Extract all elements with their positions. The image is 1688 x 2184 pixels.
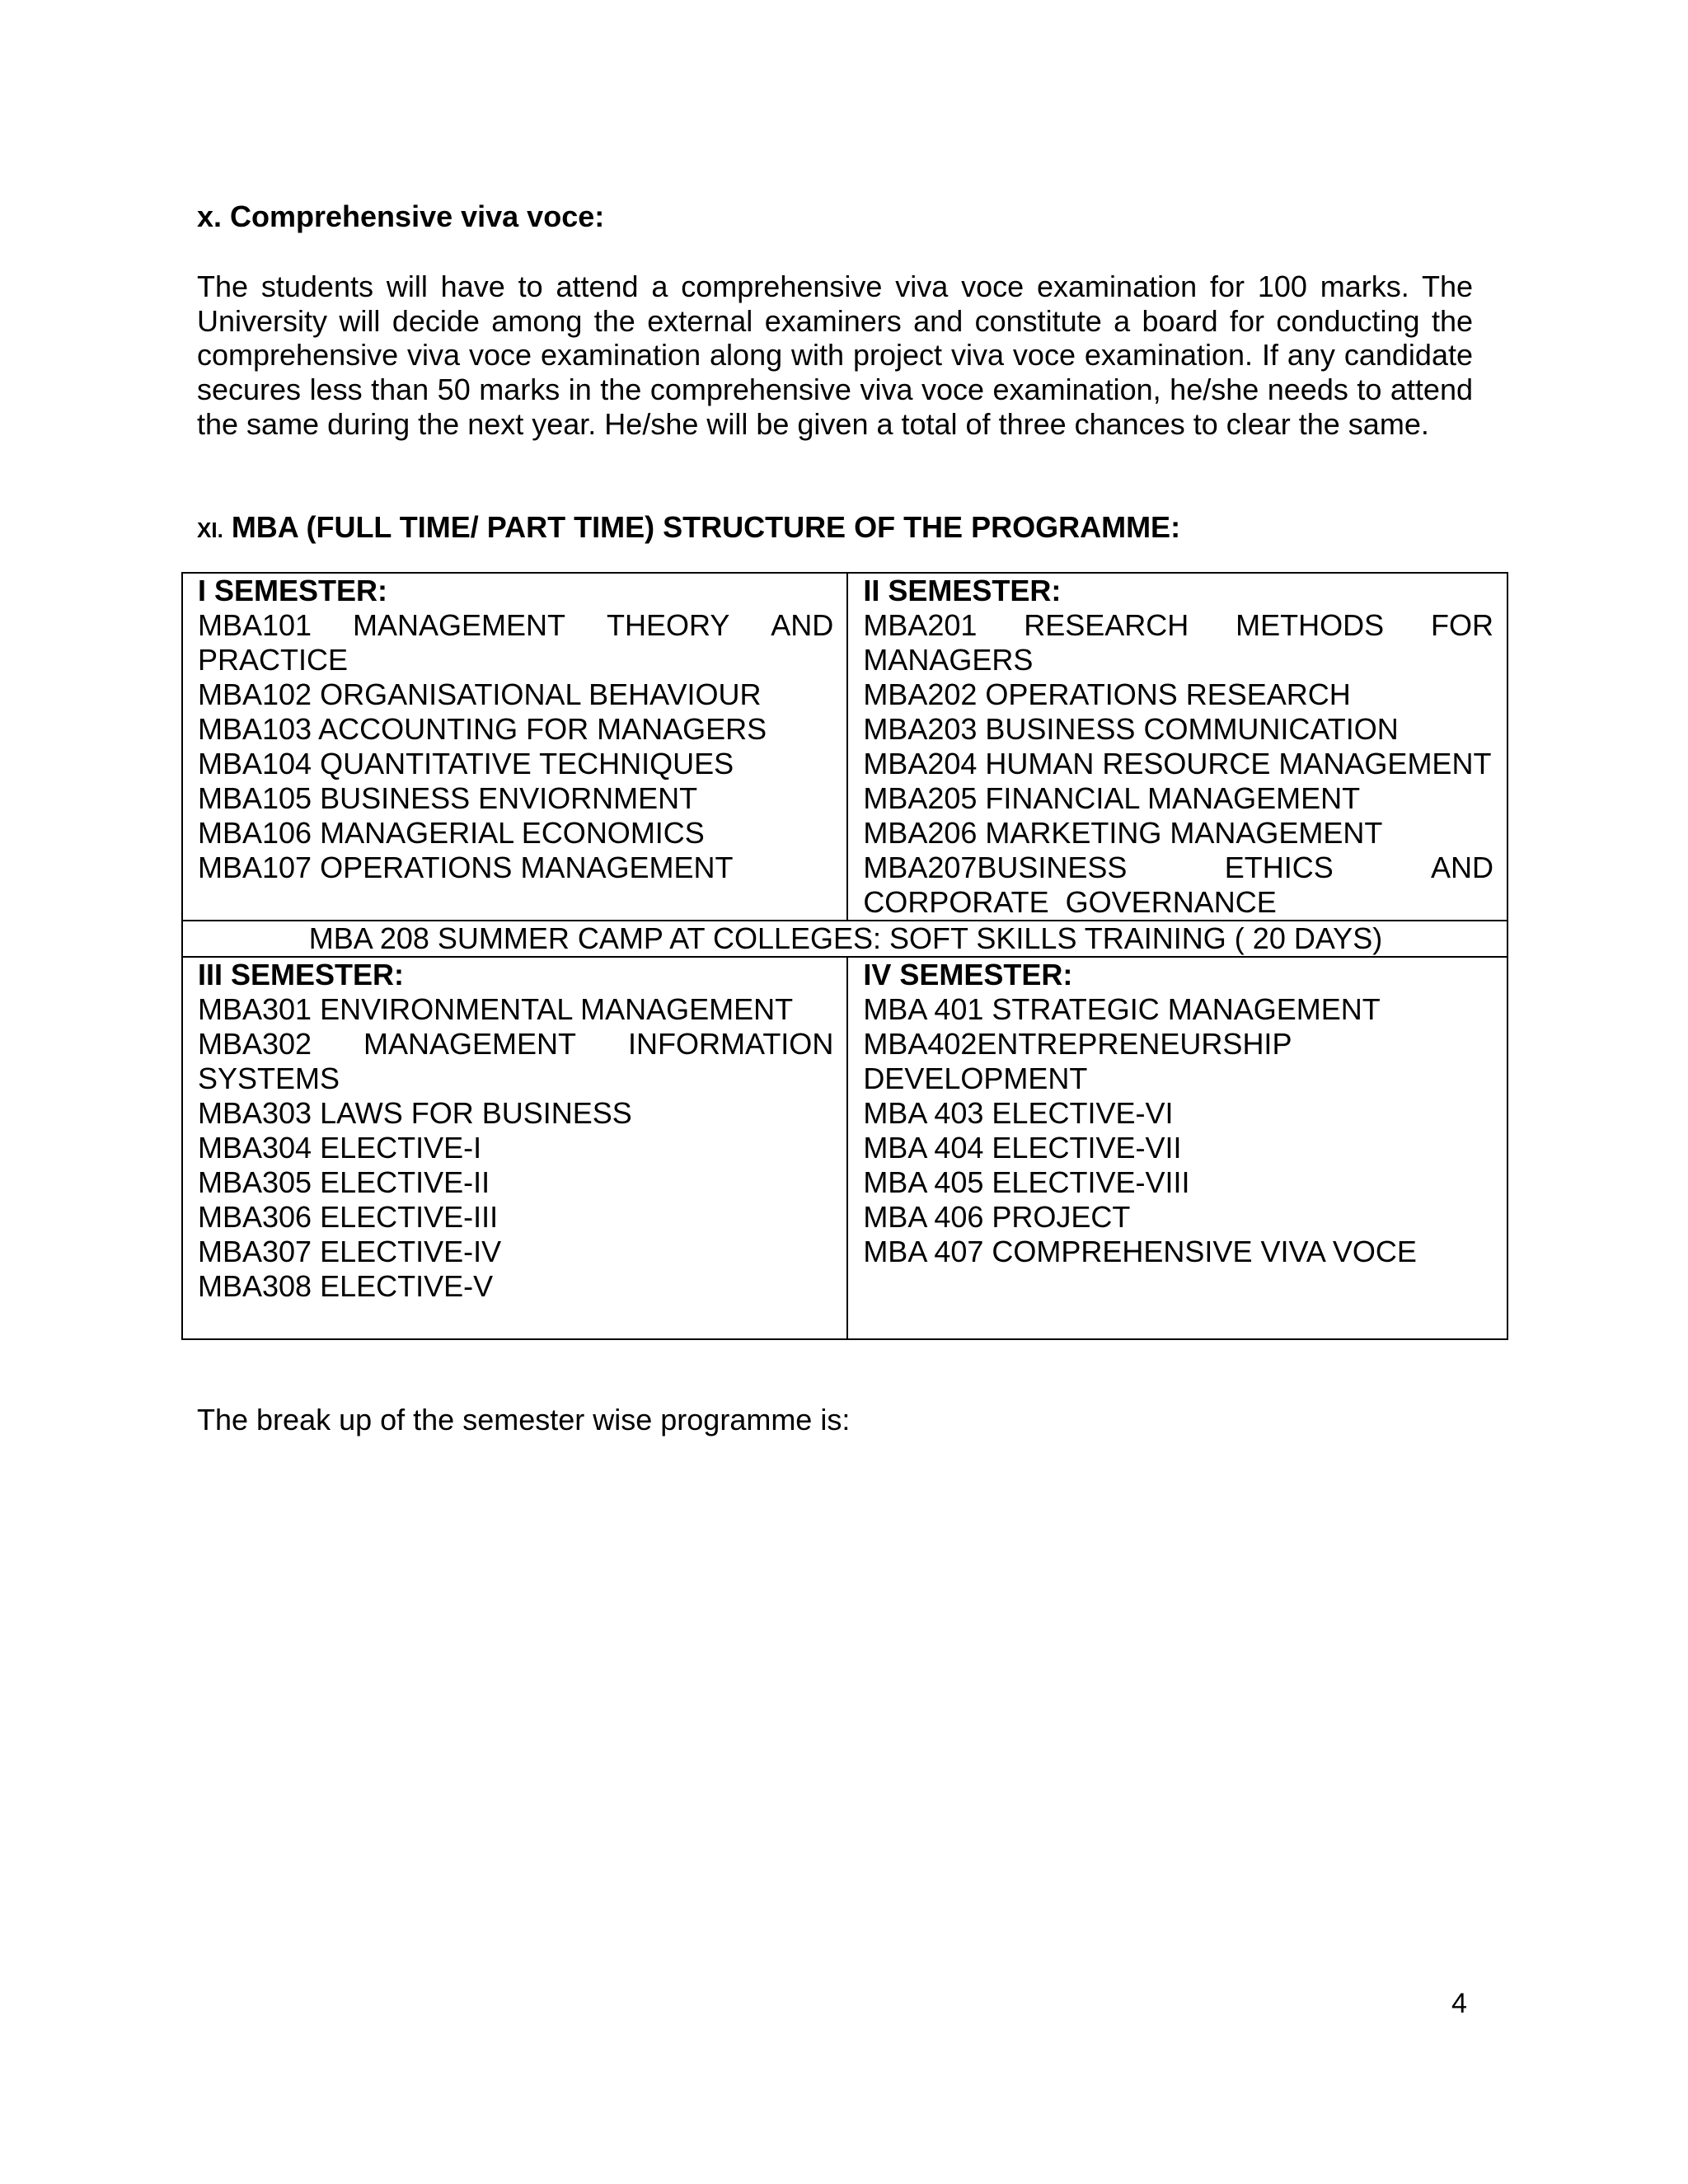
summer-camp-cell: MBA 208 SUMMER CAMP AT COLLEGES: SOFT SKILLS TRAINING ( 20 DAYS) bbox=[182, 921, 1507, 957]
course-word: MBA101 bbox=[198, 608, 312, 642]
course-mba307: MBA307 ELECTIVE-IV bbox=[198, 1235, 502, 1268]
sem1-cell bbox=[182, 573, 847, 921]
course-mba201 bbox=[863, 608, 1493, 643]
course-mba404: MBA 404 ELECTIVE-VII bbox=[863, 1131, 1182, 1165]
course-mba106: MBA106 MANAGERIAL ECONOMICS bbox=[198, 816, 705, 850]
cell-bottom-padding bbox=[198, 1304, 833, 1338]
sem3-title: III SEMESTER: bbox=[198, 958, 405, 991]
course-mba405: MBA 405 ELECTIVE-VIII bbox=[863, 1165, 1190, 1199]
course-word: MANAGEMENT bbox=[363, 1027, 577, 1061]
course-mba207-cont: CORPORATE GOVERNANCE bbox=[863, 885, 1277, 919]
course-word: AND bbox=[771, 608, 834, 642]
course-mba206: MBA206 MARKETING MANAGEMENT bbox=[863, 816, 1383, 850]
course-word: THEORY bbox=[606, 608, 730, 642]
course-mba306: MBA306 ELECTIVE-III bbox=[198, 1200, 499, 1234]
course-mba308: MBA308 ELECTIVE-V bbox=[198, 1269, 494, 1303]
section-xi-heading bbox=[197, 510, 1180, 547]
sem4-cell bbox=[847, 957, 1507, 1339]
course-mba101 bbox=[198, 608, 833, 643]
course-mba203: MBA203 BUSINESS COMMUNICATION bbox=[863, 712, 1399, 746]
sem1-title: I SEMESTER: bbox=[198, 574, 388, 607]
course-mba202: MBA202 OPERATIONS RESEARCH bbox=[863, 677, 1351, 711]
table-row-summer-camp bbox=[182, 921, 1507, 957]
sem3-cell bbox=[182, 957, 847, 1339]
section-xi-title: MBA (FULL TIME/ PART TIME) STRUCTURE OF THE PROGRAMME: bbox=[231, 510, 1181, 544]
course-mba101-cont: PRACTICE bbox=[198, 643, 349, 677]
course-word: AND bbox=[1430, 851, 1493, 884]
course-mba305: MBA305 ELECTIVE-II bbox=[198, 1165, 490, 1199]
course-word: RESEARCH bbox=[1024, 608, 1189, 642]
course-mba403: MBA 403 ELECTIVE-VI bbox=[863, 1096, 1174, 1130]
break-up-text: The break up of the semester wise programme is: bbox=[197, 1403, 851, 1436]
course-mba204: MBA204 HUMAN RESOURCE MANAGEMENT bbox=[863, 747, 1492, 780]
course-mba402: MBA402ENTREPRENEURSHIP bbox=[863, 1027, 1292, 1061]
course-mba103: MBA103 ACCOUNTING FOR MANAGERS bbox=[198, 712, 767, 746]
course-mba402-cont: DEVELOPMENT bbox=[863, 1062, 1088, 1095]
course-mba104: MBA104 QUANTITATIVE TECHNIQUES bbox=[198, 747, 734, 780]
course-mba102: MBA102 ORGANISATIONAL BEHAVIOUR bbox=[198, 677, 762, 711]
course-mba407: MBA 407 COMPREHENSIVE VIVA VOCE bbox=[863, 1235, 1417, 1268]
programme-structure-table bbox=[181, 572, 1508, 1340]
course-mba105: MBA105 BUSINESS ENVIORNMENT bbox=[198, 781, 698, 815]
course-word: MBA302 bbox=[198, 1027, 312, 1061]
course-word: MANAGEMENT bbox=[353, 608, 566, 642]
course-mba205: MBA205 FINANCIAL MANAGEMENT bbox=[863, 781, 1361, 815]
sem2-title: II SEMESTER: bbox=[863, 574, 1062, 607]
course-mba107: MBA107 OPERATIONS MANAGEMENT bbox=[198, 851, 734, 884]
course-word: ETHICS bbox=[1224, 851, 1334, 884]
course-mba301: MBA301 ENVIRONMENTAL MANAGEMENT bbox=[198, 992, 794, 1026]
course-mba201-cont: MANAGERS bbox=[863, 643, 1034, 677]
course-word: FOR bbox=[1430, 608, 1493, 642]
sem2-cell bbox=[847, 573, 1507, 921]
sem4-title: IV SEMESTER: bbox=[863, 958, 1073, 991]
section-x-heading: x. Comprehensive viva voce: bbox=[197, 199, 605, 233]
table-row-sem1-sem2 bbox=[182, 573, 1507, 921]
course-mba401: MBA 401 STRATEGIC MANAGEMENT bbox=[863, 992, 1381, 1026]
course-word: MBA201 bbox=[863, 608, 978, 642]
page-number: 4 bbox=[1451, 1988, 1467, 2019]
course-mba302-cont: SYSTEMS bbox=[198, 1062, 340, 1095]
course-word: MBA207BUSINESS bbox=[863, 851, 1128, 884]
course-mba406: MBA 406 PROJECT bbox=[863, 1200, 1131, 1234]
course-mba207 bbox=[863, 851, 1493, 885]
course-mba304: MBA304 ELECTIVE-I bbox=[198, 1131, 482, 1165]
section-x-paragraph: The students will have to attend a comprehensive viva voce examination for 100 marks. The University will decide among the external examiners and constitute a board for conducting the comprehensive viva voce examination along with project viva voce examination. If any candidate secures less than 50 marks in the comprehensive viva voce examination, he/she needs to attend the same during the next year. He/she will be given a total of three chances to clear the same. bbox=[197, 269, 1473, 441]
table-row-sem3-sem4 bbox=[182, 957, 1507, 1339]
course-word: METHODS bbox=[1236, 608, 1385, 642]
course-word: INFORMATION bbox=[628, 1027, 834, 1061]
course-mba303: MBA303 LAWS FOR BUSINESS bbox=[198, 1096, 632, 1130]
section-xi-numeral: XI. bbox=[197, 518, 223, 542]
course-mba302 bbox=[198, 1027, 833, 1062]
